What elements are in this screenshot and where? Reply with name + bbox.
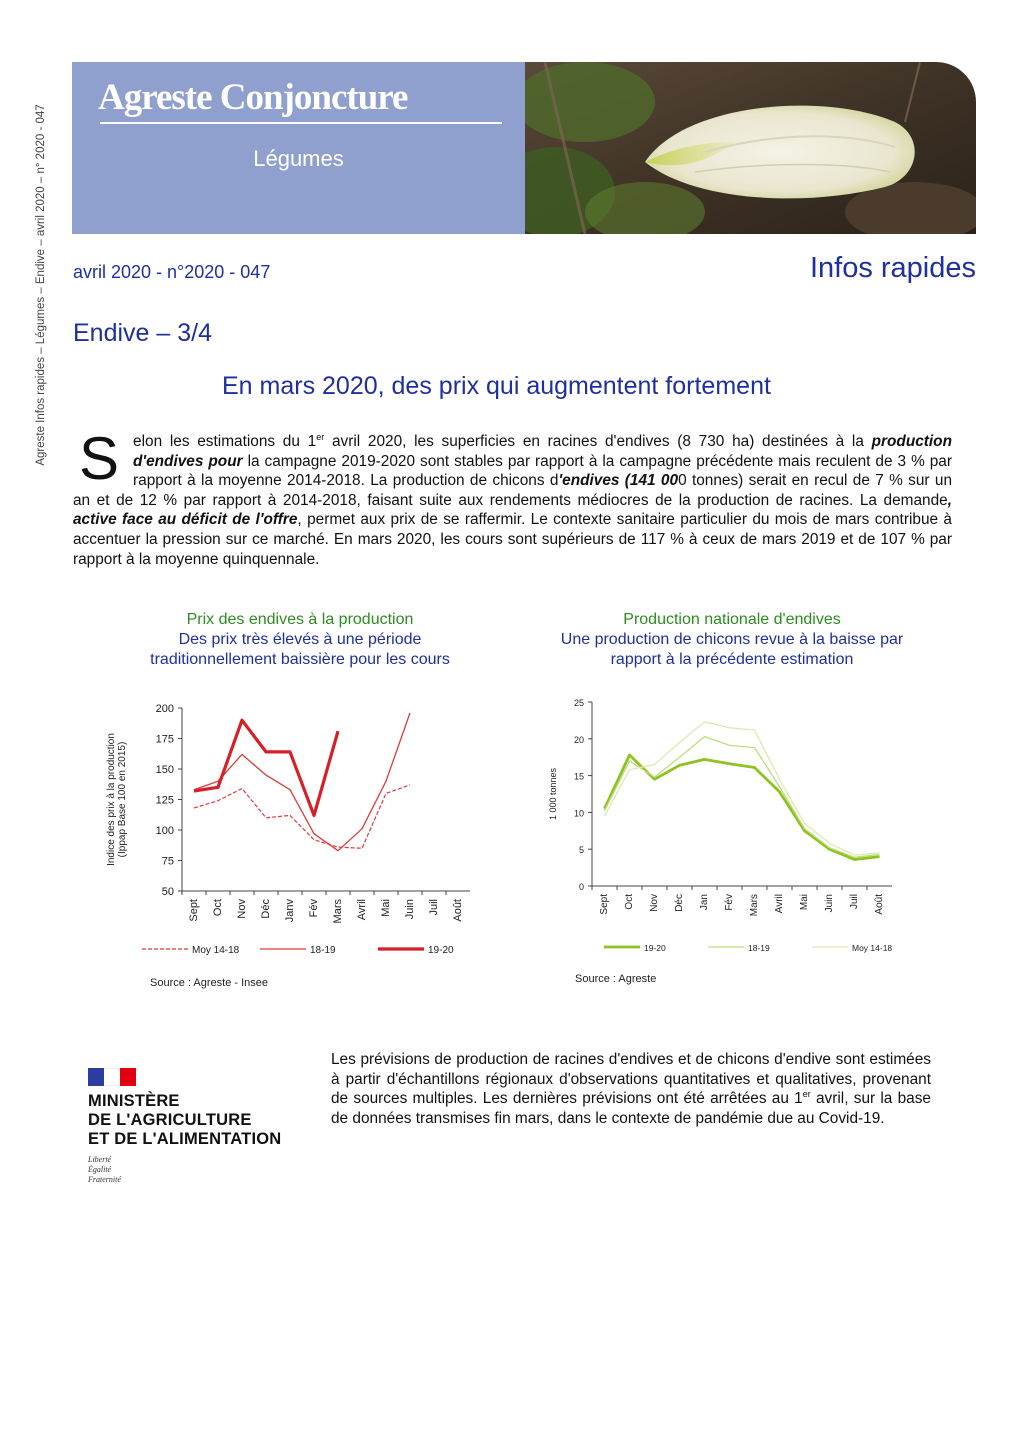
- method-text: Les prévisions de production de racines d'endives et de chicons d'endive sont estimées à partir d'échantillons régionaux d'observations quantitatives et qualitatives, provenant de sources multiples. Les dernières prévisions ont été arrêtées au 1: [331, 1051, 931, 1108]
- series-line-moy-14-18: [605, 722, 880, 855]
- y-tick-label: 10: [573, 808, 584, 819]
- banner-subtitle: Légumes: [253, 146, 344, 171]
- intro-emphasis: production d'endives pour: [133, 433, 952, 470]
- y-tick-label: 5: [578, 845, 584, 856]
- motto-line: Liberté: [88, 1155, 112, 1164]
- x-tick-label: Jan: [699, 894, 711, 911]
- headline: En mars 2020, des prix qui augmentent fortement: [222, 372, 771, 400]
- chart1-title-block: [100, 610, 500, 670]
- chart1-subtitle: traditionnellement baissière pour les cours: [150, 651, 450, 668]
- brand-underline: [100, 122, 502, 124]
- x-tick-label: Sept: [187, 899, 200, 922]
- republic-motto: [88, 1155, 348, 1185]
- x-tick-label: Avril: [774, 894, 786, 914]
- ministry-logo: [88, 1068, 348, 1185]
- x-tick-label: Janv: [283, 899, 296, 923]
- method-sup: er: [802, 1089, 811, 1100]
- product-title: Endive – 3/4: [73, 319, 212, 347]
- legend-label: 19-20: [428, 945, 454, 956]
- header-banner: [72, 62, 976, 234]
- intro-sup: er: [316, 431, 325, 442]
- chart1-source: Source : Agreste - Insee: [150, 977, 269, 989]
- chart2-title-block: [522, 610, 942, 670]
- publication-type: Infos rapides: [809, 252, 976, 284]
- y-tick-label: 100: [155, 825, 174, 837]
- endive-photo-image: [525, 62, 976, 234]
- x-tick-label: Oct: [211, 899, 224, 917]
- marianne-flag-icon: [88, 1068, 136, 1086]
- y-tick-label: 0: [578, 882, 584, 892]
- legend-label: 18-19: [748, 943, 770, 953]
- motto-line: Fraternité: [88, 1175, 121, 1184]
- intro-emphasis: , active face au déficit de l'offre: [73, 491, 952, 529]
- intro-text: la campagne 2019-2020 sont stables par rapport à la campagne précédente mais reculent de 3 % par rapport à la moyenne 2014-2018. La production de chicons d: [133, 452, 952, 490]
- x-tick-label: Nov: [649, 894, 661, 912]
- y-tick-label: 125: [155, 794, 174, 807]
- series-line-moy-14-18: [194, 785, 410, 848]
- y-tick-label: 25: [573, 698, 584, 708]
- x-tick-label: Fév: [307, 899, 320, 918]
- series-line-18-19: [605, 737, 880, 858]
- legend-label: Moy 14-18: [852, 943, 893, 953]
- ministry-line: MINISTÈRE: [88, 1092, 180, 1110]
- intro-text: 0 tonnes) serait en recul de 7 % sur un an et de 12 % par rapport à 2014-2018, faisant suite aux rendements médiocres de la production de racines. La demande: [73, 472, 953, 509]
- production-chart: [530, 690, 920, 970]
- legend-label: Moy 14-18: [192, 945, 240, 956]
- x-tick-label: Déc: [674, 894, 686, 912]
- y-tick-label: 200: [155, 703, 174, 715]
- x-tick-label: Déc: [259, 899, 272, 919]
- y-tick-label: 150: [155, 764, 174, 776]
- y-tick-label: 175: [155, 733, 174, 746]
- x-tick-label: Juin: [824, 894, 836, 913]
- chart2-subtitle: rapport à la précédente estimation: [610, 651, 854, 668]
- x-tick-label: Mai: [379, 899, 392, 917]
- intro-text: , permet aux prix de se raffermir. Le contexte sanitaire particulier du mois de mars contribue à accentuer la pression sur ce marché. En mars 2020, les cours sont supérieurs de 117 % à ceux de mars 2019 et de 107 % par rapport à la moyenne quinquennale.: [73, 511, 952, 568]
- chart2-title: Production nationale d'endives: [623, 611, 841, 628]
- methodology-note: [331, 1050, 931, 1128]
- x-tick-label: Juil: [427, 899, 440, 916]
- intro-text: elon les estimations du 1: [133, 433, 317, 450]
- y-axis-label: Indice des prix à la production(Ippap Base 100 en 2015): [106, 733, 128, 866]
- y-axis-label: 1 000 tonnes: [548, 767, 558, 821]
- x-tick-label: Août: [451, 899, 464, 922]
- chart1-subtitle: Des prix très élevés à une période: [178, 631, 422, 648]
- x-tick-label: Oct: [624, 894, 636, 910]
- x-tick-label: Juil: [849, 894, 861, 910]
- y-tick-label: 20: [573, 734, 584, 745]
- x-tick-label: Juin: [403, 899, 416, 920]
- drop-cap: S: [79, 425, 120, 492]
- x-tick-label: Mars: [749, 894, 761, 917]
- y-tick-label: 15: [573, 771, 584, 782]
- x-tick-label: Août: [874, 894, 886, 915]
- x-tick-label: Sept: [599, 894, 611, 915]
- series-line-19-20: [194, 720, 338, 815]
- intro-emphasis: 'endives (141 00: [558, 472, 679, 490]
- legend-label: 19-20: [644, 943, 666, 953]
- price-chart: [100, 690, 490, 970]
- ministry-line: ET DE L'ALIMENTATION: [88, 1130, 282, 1148]
- y-tick-label: 75: [161, 855, 174, 868]
- intro-paragraph: [73, 425, 953, 569]
- x-tick-label: Nov: [235, 899, 248, 919]
- legend-label: 18-19: [310, 945, 336, 956]
- side-reference: Agreste Infos rapides – Légumes – Endive – avril 2020 – n° 2020 - 047: [35, 104, 47, 466]
- ministry-name: [88, 1092, 348, 1149]
- y-tick-label: 50: [161, 886, 174, 898]
- x-tick-label: Avril: [355, 899, 368, 921]
- chart2-subtitle: Une production de chicons revue à la baisse par: [560, 631, 904, 648]
- x-tick-label: Mai: [799, 894, 811, 911]
- issue-reference: avril 2020 - n°2020 - 047: [73, 262, 271, 282]
- motto-line: Égalité: [88, 1165, 112, 1174]
- intro-text: avril 2020, les superficies en racines d'endives (8 730 ha) destinées à la: [324, 433, 872, 450]
- x-tick-label: Fév: [724, 894, 736, 911]
- chart1-title: Prix des endives à la production: [186, 611, 414, 628]
- method-text: avril, sur la base de données transmises fin mars, dans le contexte de pandémie due au Covid-19.: [331, 1090, 931, 1127]
- endive-photo: [525, 62, 976, 234]
- banner-brand-panel: [72, 62, 525, 234]
- brand-title: Agreste Conjoncture: [98, 77, 408, 118]
- ministry-line: DE L'AGRICULTURE: [88, 1111, 252, 1129]
- chart2-source: Source : Agreste: [575, 973, 657, 985]
- x-tick-label: Mars: [331, 899, 344, 924]
